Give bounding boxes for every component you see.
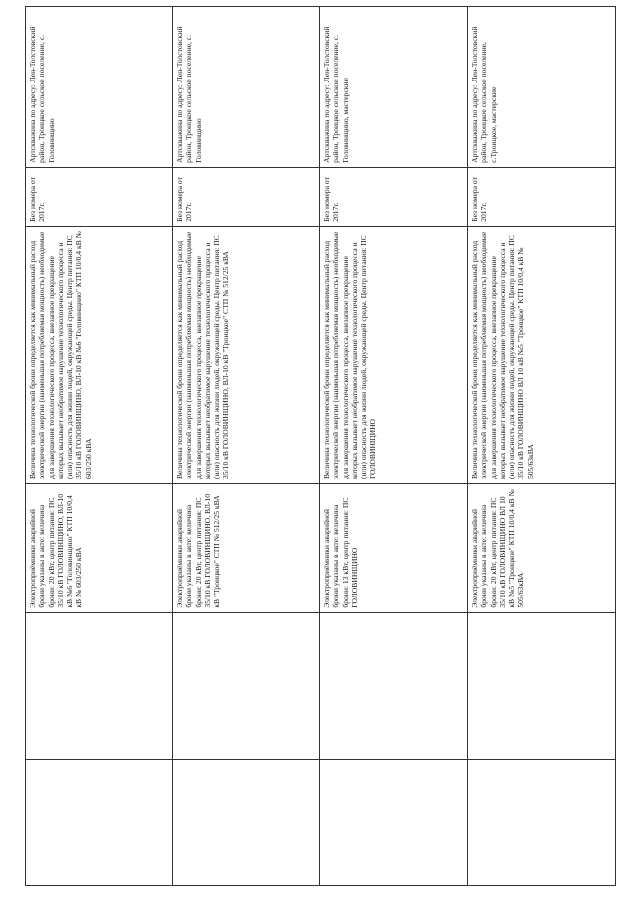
address-cell: Артскважина по адресу: Лен-Толстовский район, Троицкое сельское поселение, с. Головинщино bbox=[173, 7, 320, 168]
empty-cell bbox=[26, 612, 173, 759]
tech-reserve-cell: Величина технологической брони определяется как минимальный расход электрической энергии (наименьшая потребляемая мощность) необходимые для завершения технологического процесса, внезапное прекращение которых вызывает необратимое нарушение технологического процесса и (или) опасность для жизни людей, окружающей среды. Центр питания: ПС 35/10 кВ ГОЛОВИНЩИНО ВЛ 10 кВ №5 "Троицкое" КТП 10/0,4 кВ № 505/63кВА bbox=[468, 226, 616, 483]
emergency-reserve-cell: Электроприёмники аварийной брони указаны в акте: величина брони: 20 кВт, центр питания: ПС 35/10 кВ ГОЛОВИНЩИНО, ВЛ-10 кВ №6 "Головинщино" КТП 10/0,4 кВ № 603/250 кВА bbox=[26, 484, 173, 613]
emergency-reserve-cell: Электроприёмники аварийной брони указаны в акте: величина брони: 13 кВт, центр питания: ПС ГОЛОВИНЩИНО bbox=[320, 484, 468, 613]
address-cell: Артскважина по адресу: Лен-Толстовский район, Троицкое сельское поселение, с.Троицкое, мастерские bbox=[468, 7, 616, 168]
tech-reserve-cell: Величина технологической брони определяется как минимальный расход электрической энергии (наименьшая потребляемая мощность) необходимые для завершения технологического процесса, внезапное прекращение которых вызывает необратимое нарушение технологического процесса и (или) опасность для жизни людей, окружающей среды. Центр питания: ПС ГОЛОВИНЩИНО bbox=[320, 226, 468, 483]
act-number-cell: Без номера от 2017г. bbox=[26, 167, 173, 226]
empty-cell bbox=[173, 612, 320, 759]
act-number-cell: Без номера от 2017г. bbox=[173, 167, 320, 226]
empty-cell bbox=[173, 759, 320, 885]
empty-cell bbox=[468, 612, 616, 759]
empty-cell bbox=[26, 759, 173, 885]
empty-cell bbox=[320, 612, 468, 759]
tech-reserve-cell: Величина технологической брони определяется как минимальный расход электрической энергии (наименьшая потребляемая мощность) необходимые для завершения технологического процесса, внезапное прекращение которых вызывает необратимое нарушение технологического процесса и (или) опасность для жизни людей, окружающей среды. Центр питания: ПС 35/10 кВ ГОЛОВИНЩИНО, ВЛ-10 кВ "Троицкое" СТП № 512/25 кВА bbox=[173, 226, 320, 483]
table-row bbox=[468, 7, 616, 886]
table-row bbox=[26, 7, 173, 886]
tech-reserve-cell: Величина технологической брони определяется как минимальный расход электрической энергии (наименьшая потребляемая мощность) необходимые для завершения технологического процесса, внезапное прекращение которых вызывает необратимое нарушение технологического процесса и (или) опасность для жизни людей, окружающей среды. Центр питания: ПС 35/10 кВ ГОЛОВИНЩИНО, ВЛ-10 кВ №6 "Головинщино" КТП 10/0,4 кВ № 603/250 кВА bbox=[26, 226, 173, 483]
emergency-reserve-cell: Электроприёмники аварийной брони указаны в акте: величина брони: 20 кВт, центр питания: ПС 35/10 кВ ГОЛОВИНЩИНО, ВЛ-10 кВ "Троицкое" СТП № 512/25 кВА bbox=[173, 484, 320, 613]
emergency-reserve-cell: Электроприёмники аварийной брони указаны в акте: величина брони: 20 кВт, центр питания: ПС 35/10 кВ ГОЛОВИНЩИНО ВЛ 10 кВ №5 "Троицкое" КТП 10/0,4 кВ № 505/63кВА bbox=[468, 484, 616, 613]
address-cell: Артскважина по адресу: Лен-Толстовский район, Троицкое сельское поселение, с. Головинщино, мастерские bbox=[320, 7, 468, 168]
empty-cell bbox=[468, 759, 616, 885]
rotated-table bbox=[25, 6, 615, 886]
empty-cell bbox=[320, 759, 468, 885]
act-number-cell: Без номера от 2017г. bbox=[320, 167, 468, 226]
address-cell: Артскважина по адресу: Лен-Толстовский район, Троицкое сельское поселение, с. Головинщино bbox=[26, 7, 173, 168]
act-number-cell: Без номера от 2017г. bbox=[468, 167, 616, 226]
table-row bbox=[173, 7, 320, 886]
reserve-grid bbox=[25, 6, 616, 886]
table-row bbox=[320, 7, 468, 886]
